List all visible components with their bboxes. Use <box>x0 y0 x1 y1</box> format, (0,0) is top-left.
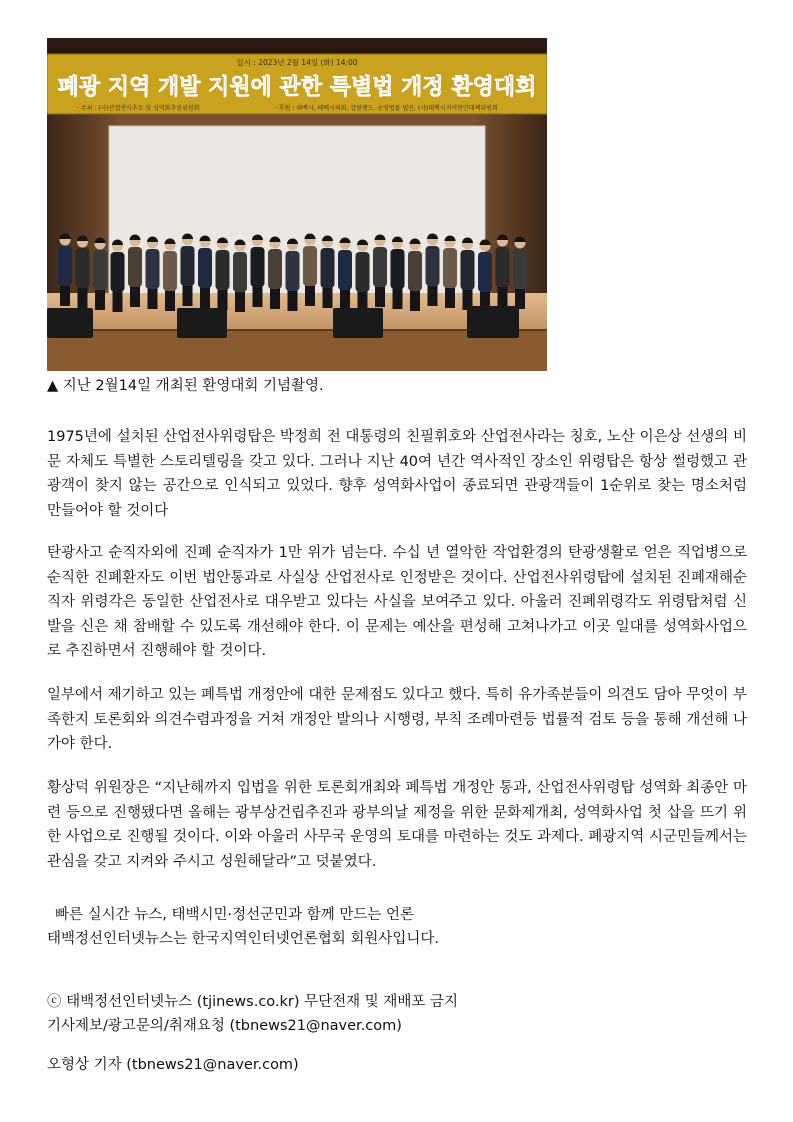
article-paragraph: 1975년에 설치된 산업전사위령탑은 박정희 전 대통령의 친필휘호와 산업전사라는 칭호, 노산 이은상 선생의 비문 자체도 특별한 스토리텔링을 갖고 있다. 그러나 지난 40여 년간 역사적인 장소인 위령탑은 항상 썰렁했고 관광객이 찾지 않는 공간으로 인식되고 있었다. 향후 성역화사업이 종료되면 관광객들이 1순위로 찾는 명소처럼 만들어야 할 것이다 <box>47 429 747 519</box>
banner-sponsor: · 후원 : 태백시, 태백시의회, 강원랜드, 공영법률 법인, (사)태백시지역현안대책위원회 <box>275 105 498 112</box>
article-footer <box>47 990 458 1038</box>
contact-line: 기사제보/광고문의/취재요청 (tbnews21@naver.com) <box>47 1018 402 1034</box>
article-paragraph: 일부에서 제기하고 있는 폐특법 개정안에 대한 문제점도 있다고 했다. 특히 유가족분들이 의견도 담아 무엇이 부족한지 토론회와 의견수렴과정을 거쳐 개정안 발의나 시행령, 부칙 조례마련등 법률적 검토 등을 통해 개선해 나가야 한다. <box>47 687 747 752</box>
photo-caption: ▲ 지난 2월14일 개최된 환영대회 기념촬영. <box>47 378 324 394</box>
banner-title: 폐광 지역 개발 지원에 관한 특별법 개정 환영대회 <box>57 75 537 100</box>
reporter-byline: 오형상 기자 (tbnews21@naver.com) <box>47 1057 299 1073</box>
promo-block <box>47 903 439 951</box>
promo-line: 빠른 실시간 뉴스, 태백시민·정선군민과 함께 만드는 언론 <box>55 907 415 923</box>
copyright-notice: ⓒ 태백정선인터넷뉴스 (tjinews.co.kr) 무단전재 및 재배포 금지 <box>47 994 459 1010</box>
article-paragraph: 황상덕 위원장은 “지난해까지 입법을 위한 토론회개최와 폐특법 개정안 통과, 산업전사위령탑 성역화 최종안 마련 등으로 진행됐다면 올해는 광부상건립추진과 광부의날 제정을 위한 문화제개최, 성역화사업 첫 삽을 뜨기 위한 사업으로 진행될 것이다. 이와 아울러 사무국 운영의 토대를 마련하는 것도 과제다. 폐광지역 시군민들께서는 관심을 갖고 지켜와 주시고 성원해달라”고 덧붙였다. <box>47 780 747 870</box>
article-photo <box>47 38 547 371</box>
promo-line: 태백정선인터넷뉴스는 한국지역인터넷언론협회 회원사입니다. <box>47 931 440 947</box>
banner-host: · 주최 : (사)산업전사추모 및 성역화추진위원회 <box>77 105 200 112</box>
banner-date: 일시 : 2023년 2월 14일 (화) 14:00 <box>236 58 358 67</box>
article-paragraph: 탄광사고 순직자외에 진폐 순직자가 1만 위가 넘는다. 수십 년 열악한 작업환경의 탄광생활로 얻은 직업병으로 순직한 진폐환자도 이번 법안통과로 사실상 산업전사로 인정받은 것이다. 산업전사위령탑에 설치된 진폐재해순직자 위령각은 동일한 산업전사로 대우받고 있다는 사실을 보여주고 있다. 아울러 진폐위령각도 위령탑처럼 신발을 신은 채 참배할 수 있도록 개선해야 한다. 이 문제는 예산을 편성해 고쳐나가고 이곳 일대를 성역화사업으로 추진하면서 진행해야 할 것이다. <box>47 545 747 659</box>
